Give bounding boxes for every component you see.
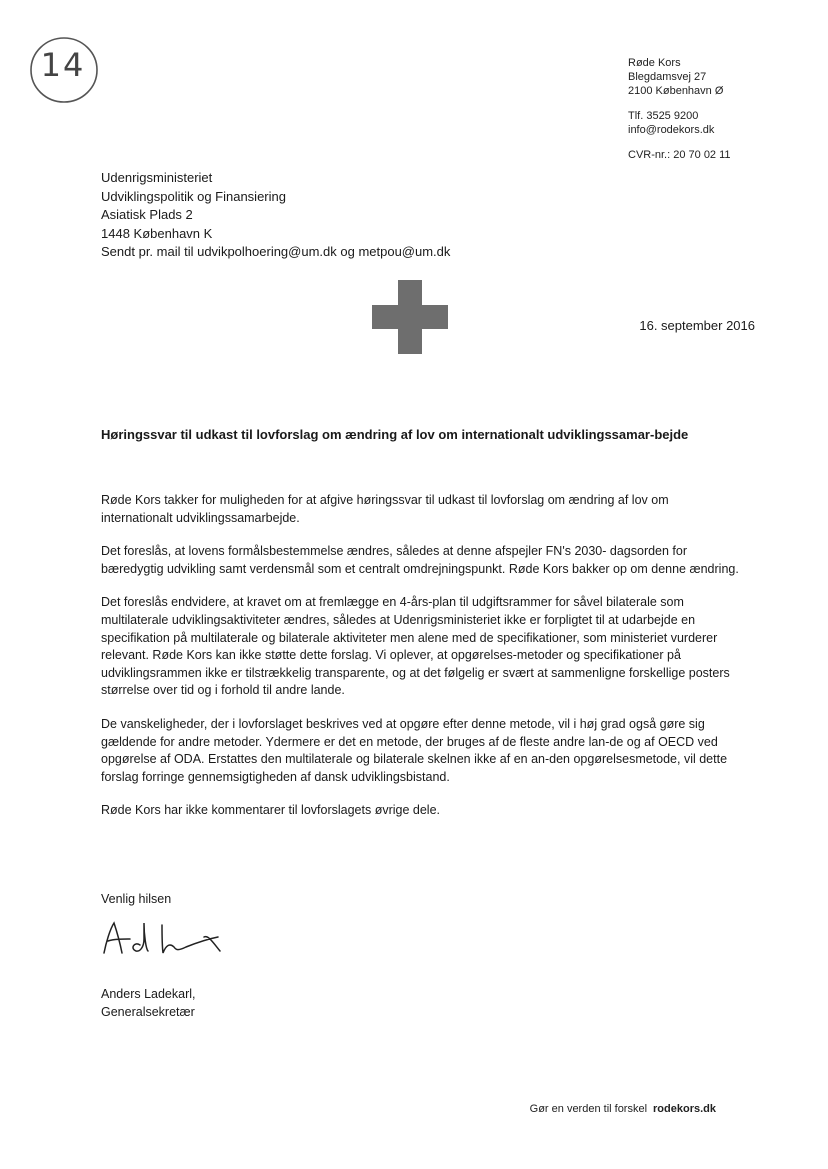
recipient-line: Udenrigsministeriet bbox=[101, 170, 213, 185]
signer-title: Generalsekretær bbox=[101, 1005, 195, 1019]
letter-subject: Høringssvar til udkast til lovforslag om ændring af lov om internationalt udviklingssamar-bejde bbox=[101, 427, 689, 442]
recipient-line: 1448 København K bbox=[101, 225, 213, 241]
body-paragraph: Røde Kors takker for muligheden for at afgive høringssvar til udkast til lovforslag om ændring af lov om internationalt udviklingssamarbejde. bbox=[101, 493, 669, 525]
page-number: 14 bbox=[40, 46, 86, 84]
page-number-stamp bbox=[28, 34, 98, 104]
sender-org: Røde Kors bbox=[628, 57, 681, 69]
footer-url[interactable]: rodekors.dk bbox=[653, 1103, 716, 1115]
closing-salutation: Venlig hilsen bbox=[101, 892, 172, 906]
recipient-line: Sendt pr. mail til udvikpolhoering@um.dk og metpou@um.dk bbox=[101, 244, 451, 259]
signer-name: Anders Ladekarl, bbox=[101, 987, 196, 1001]
sender-phone: Tlf. 3525 9200 bbox=[628, 110, 699, 122]
sender-address bbox=[628, 56, 731, 162]
sender-email[interactable]: info@rodekors.dk bbox=[628, 124, 715, 136]
sender-cvr: CVR-nr.: 20 70 02 11 bbox=[628, 149, 731, 161]
body-paragraph: Det foreslås endvidere, at kravet om at fremlægge en 4-års-plan til udgiftsrammer for såvel bilaterale som multilaterale udviklingsaktiviteter ændres, således at Udenrigsministeriet ikke er forpligtet til at udarbejde en specifikation på multilaterale og bilaterale aktiviteter men alene med de specifikationer, som ministeriet vurderer relevant. Røde Kors kan ikke støtte dette forslag. Vi oplever, at opgørelses-metoder og specifikationer på udviklingsrammen ikke er tilstrækkelig transparente, og at det følgelig er svært at sammenligne forskellige posters størrelse over tid og i forhold til andre lande. bbox=[101, 595, 730, 698]
red-cross-icon bbox=[372, 280, 448, 354]
letter-date: 16. september 2016 bbox=[639, 318, 755, 333]
sender-street: Blegdamsvej 27 bbox=[628, 71, 707, 83]
signer-block bbox=[101, 985, 196, 1021]
recipient-line: Udviklingspolitik og Finansiering bbox=[101, 188, 286, 204]
footer-slogan: Gør en verden til forskel bbox=[529, 1103, 648, 1115]
body-paragraph: Det foreslås, at lovens formålsbestemmelse ændres, således at denne afspejler FN's 2030- dagsorden for bæredygtig udvikling samt verdensmål som et centralt omdrejningspunkt. Røde Kors bakker op om denne ændring. bbox=[101, 544, 739, 576]
body-paragraph: Røde Kors har ikke kommentarer til lovforslagets øvrige dele. bbox=[101, 803, 441, 818]
footer bbox=[530, 1103, 716, 1115]
letter-body bbox=[101, 492, 741, 836]
handwritten-signature bbox=[100, 915, 230, 963]
recipient-line: Asiatisk Plads 2 bbox=[101, 207, 193, 222]
sender-city: 2100 København Ø bbox=[628, 85, 724, 97]
body-paragraph: De vanskeligheder, der i lovforslaget beskrives ved at opgøre efter denne metode, vil i høj grad også gøre sig gældende for andre metoder. Ydermere er det en metode, der bruges af de fleste andre lan-de og af OECD ved opgørelse af ODA. Erstattes den multilaterale og bilaterale skelnen ikke af en an-den opgørelsesmetode, vil dette forslag forringe gennemsigtigheden af dansk udviklingsbistand. bbox=[101, 716, 728, 784]
recipient-address bbox=[101, 169, 450, 262]
